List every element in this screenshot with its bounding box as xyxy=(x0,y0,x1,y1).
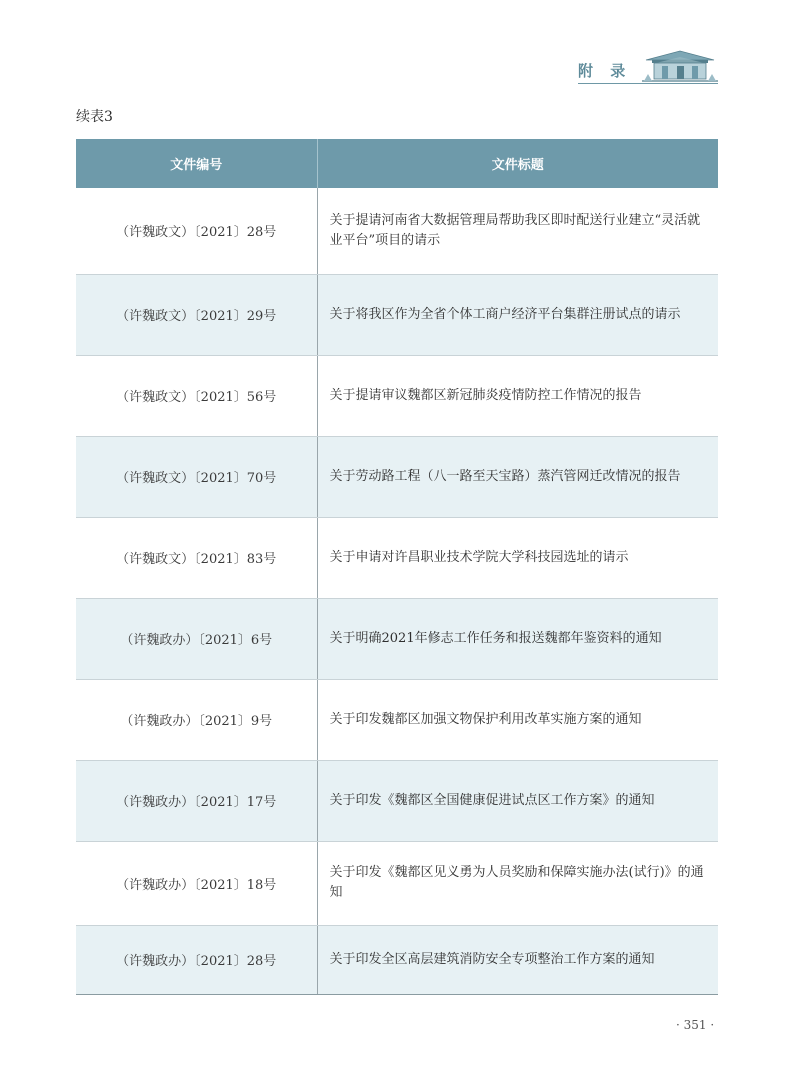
table-row xyxy=(76,436,718,517)
document-title: 关于提请河南省大数据管理局帮助我区即时配送行业建立“灵活就业平台”项目的请示 xyxy=(317,188,718,274)
document-number: （许魏政文）〔2021〕70号 xyxy=(76,436,317,517)
document-number: （许魏政文）〔2021〕29号 xyxy=(76,274,317,355)
table-row xyxy=(76,679,718,760)
document-title: 关于申请对许昌职业技术学院大学科技园选址的请示 xyxy=(317,517,718,598)
column-header-number: 文件编号 xyxy=(76,139,317,188)
table-row xyxy=(76,355,718,436)
table-row xyxy=(76,760,718,841)
gate-building-icon xyxy=(642,48,718,82)
document-title: 关于劳动路工程（八一路至天宝路）蒸汽管网迁改情况的报告 xyxy=(317,436,718,517)
document-title: 关于印发《魏都区见义勇为人员奖励和保障实施办法(试行)》的通知 xyxy=(317,841,718,925)
document-title: 关于将我区作为全省个体工商户经济平台集群注册试点的请示 xyxy=(317,274,718,355)
table-row xyxy=(76,598,718,679)
document-title: 关于印发全区高层建筑消防安全专项整治工作方案的通知 xyxy=(317,925,718,994)
header-rule xyxy=(578,83,718,84)
document-number: （许魏政文）〔2021〕56号 xyxy=(76,355,317,436)
table-caption: 续表3 xyxy=(76,109,113,125)
document-number: （许魏政办）〔2021〕9号 xyxy=(76,679,317,760)
document-number: （许魏政办）〔2021〕18号 xyxy=(76,841,317,925)
document-number: （许魏政办）〔2021〕17号 xyxy=(76,760,317,841)
document-number: （许魏政文）〔2021〕83号 xyxy=(76,517,317,598)
page-header xyxy=(578,44,720,86)
document-title: 关于印发《魏都区全国健康促进试点区工作方案》的通知 xyxy=(317,760,718,841)
table-row xyxy=(76,925,718,994)
document-number: （许魏政办）〔2021〕28号 xyxy=(76,925,317,994)
table-header-row xyxy=(76,139,718,188)
document-title: 关于提请审议魏都区新冠肺炎疫情防控工作情况的报告 xyxy=(317,355,718,436)
documents-table xyxy=(76,139,718,995)
table-row xyxy=(76,517,718,598)
column-header-title: 文件标题 xyxy=(317,139,718,188)
page-number: · 351 · xyxy=(676,1018,715,1032)
document-number: （许魏政文）〔2021〕28号 xyxy=(76,188,317,274)
table-row xyxy=(76,841,718,925)
section-title: 附 录 xyxy=(578,62,632,80)
table-row xyxy=(76,188,718,274)
document-title: 关于印发魏都区加强文物保护利用改革实施方案的通知 xyxy=(317,679,718,760)
document-number: （许魏政办）〔2021〕6号 xyxy=(76,598,317,679)
document-title: 关于明确2021年修志工作任务和报送魏都年鉴资料的通知 xyxy=(317,598,718,679)
table-row xyxy=(76,274,718,355)
